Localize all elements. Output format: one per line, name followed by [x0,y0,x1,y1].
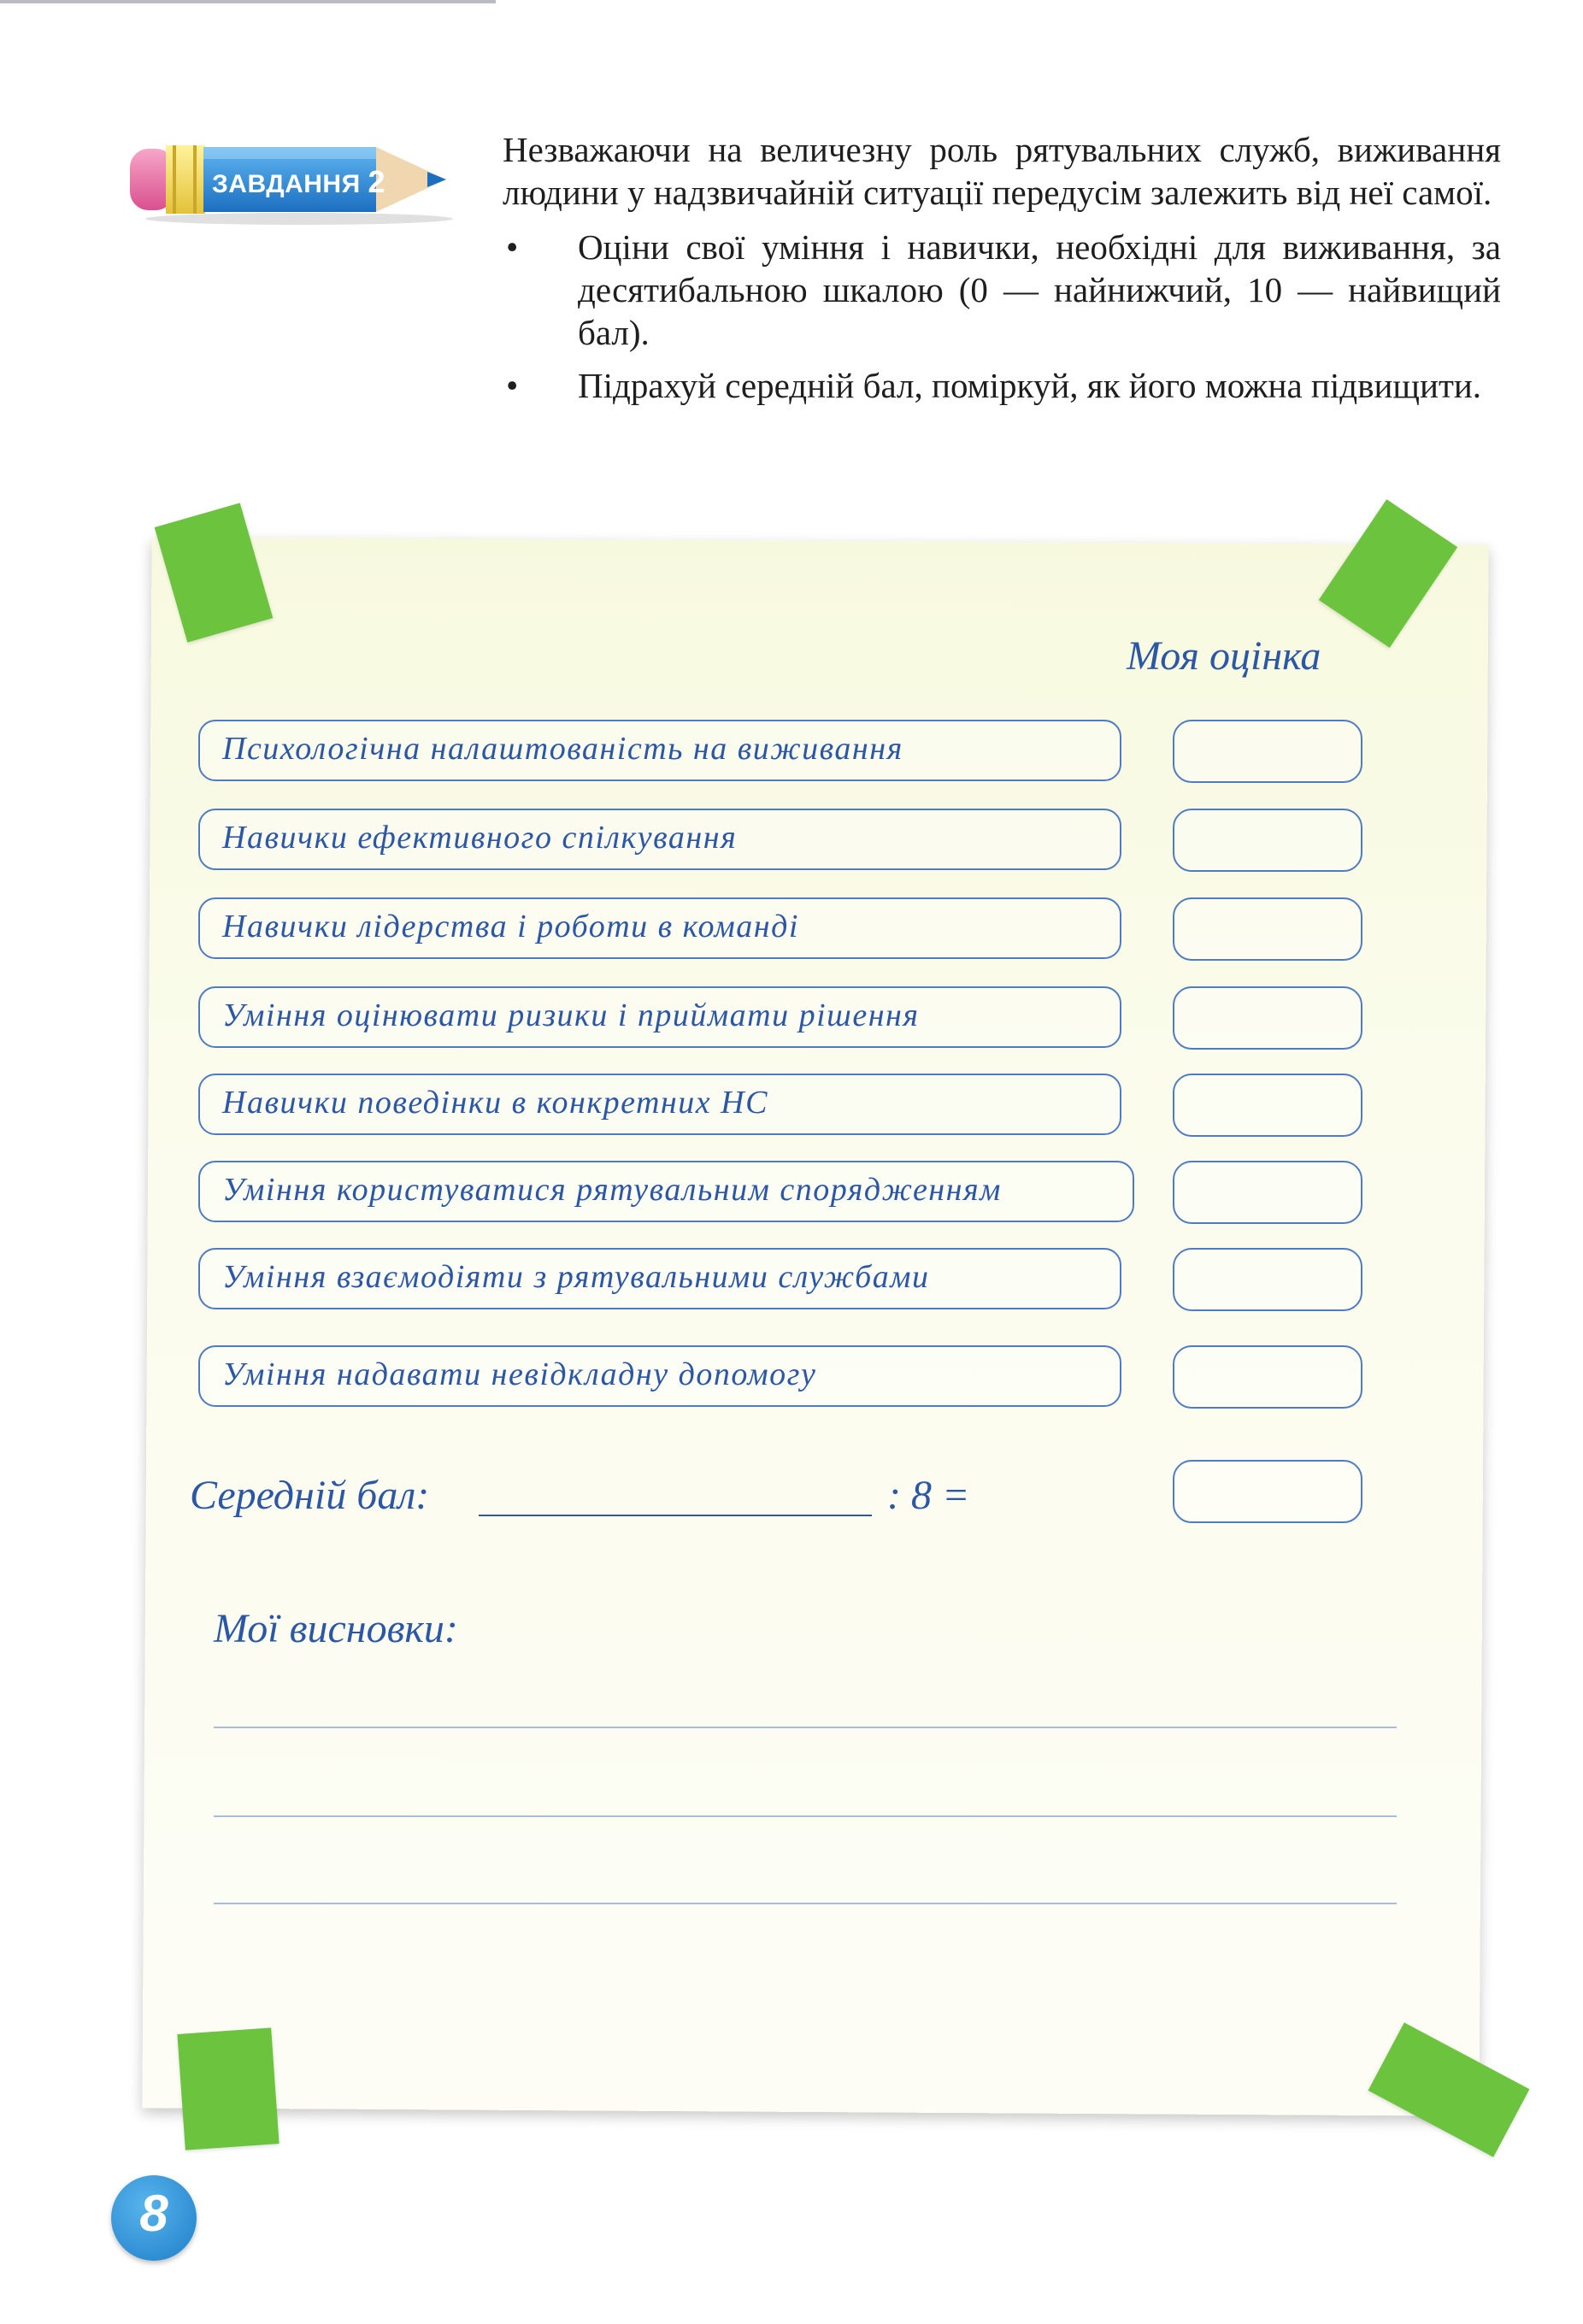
skill-row [198,897,1121,959]
skill-row [198,1074,1121,1135]
grade-input-box[interactable] [1173,897,1362,961]
skill-label: Навички лідерства і роботи в команді [222,909,799,944]
intro-bullet-text: Підрахуй середній бал, поміркуй, як його можна підвищити. [578,366,1482,405]
task-badge-number: 2 [368,164,386,199]
skill-label: Уміння надавати невідкладну допомогу [222,1356,817,1392]
top-rule [0,0,496,3]
task-badge-label [212,164,385,200]
page-number-badge [111,2175,197,2261]
grade-input-box[interactable] [1173,809,1362,872]
intro-bullet-2 [503,364,1501,407]
task-badge-text: ЗАВДАННЯ [212,170,361,198]
skill-row [198,1345,1121,1407]
intro-paragraph: Незважаючи на величезну роль рятувальних служб, виживання людини у надзвичайній ситуації передусім залежить від неї самої. [503,130,1501,212]
average-sum-line[interactable] [479,1515,872,1516]
grade-column-header: Моя оцінка [1127,633,1321,679]
average-divisor: : 8 = [887,1473,970,1518]
skill-row [198,986,1121,1048]
skill-row [198,1248,1121,1309]
conclusion-writing-line[interactable] [214,1815,1397,1817]
skill-label: Психологічна налаштованість на виживання [222,731,903,767]
conclusion-writing-line[interactable] [214,1727,1397,1728]
page-number: 8 [139,2185,168,2242]
bullet-icon: • [506,366,519,405]
intro-bullet-list [503,226,1501,407]
conclusions-label: Мої висновки: [214,1606,458,1651]
grade-input-box[interactable] [1173,1248,1362,1311]
average-result-box[interactable] [1173,1460,1362,1523]
tape-bottom-left [177,2027,279,2150]
grade-input-box[interactable] [1173,1161,1362,1224]
skill-row [198,809,1121,870]
intro-text [503,128,1501,417]
skill-label: Уміння користуватися рятувальним спорядженням [222,1172,1002,1208]
intro-bullet-text: Оціни свої уміння і навички, необхідні для виживання, за десятибальною шкалою (0 — найнижчий, 10 — найвищий бал). [578,227,1501,352]
conclusion-writing-line[interactable] [214,1903,1397,1904]
bullet-icon: • [506,227,519,267]
grade-input-box[interactable] [1173,1074,1362,1137]
skill-row [198,1161,1134,1222]
grade-input-box[interactable] [1173,986,1362,1050]
skill-label: Навички поведінки в конкретних НС [222,1085,768,1121]
grade-input-box[interactable] [1173,720,1362,783]
skill-label: Навички ефективного спілкування [222,820,738,856]
grade-input-box[interactable] [1173,1345,1362,1409]
skill-label: Уміння взаємодіяти з рятувальними службами [222,1259,930,1295]
skill-label: Уміння оцінювати ризики і приймати рішення [222,997,920,1033]
average-label: Середній бал: [190,1473,430,1518]
skill-row [198,720,1121,781]
intro-bullet-1 [503,226,1501,354]
